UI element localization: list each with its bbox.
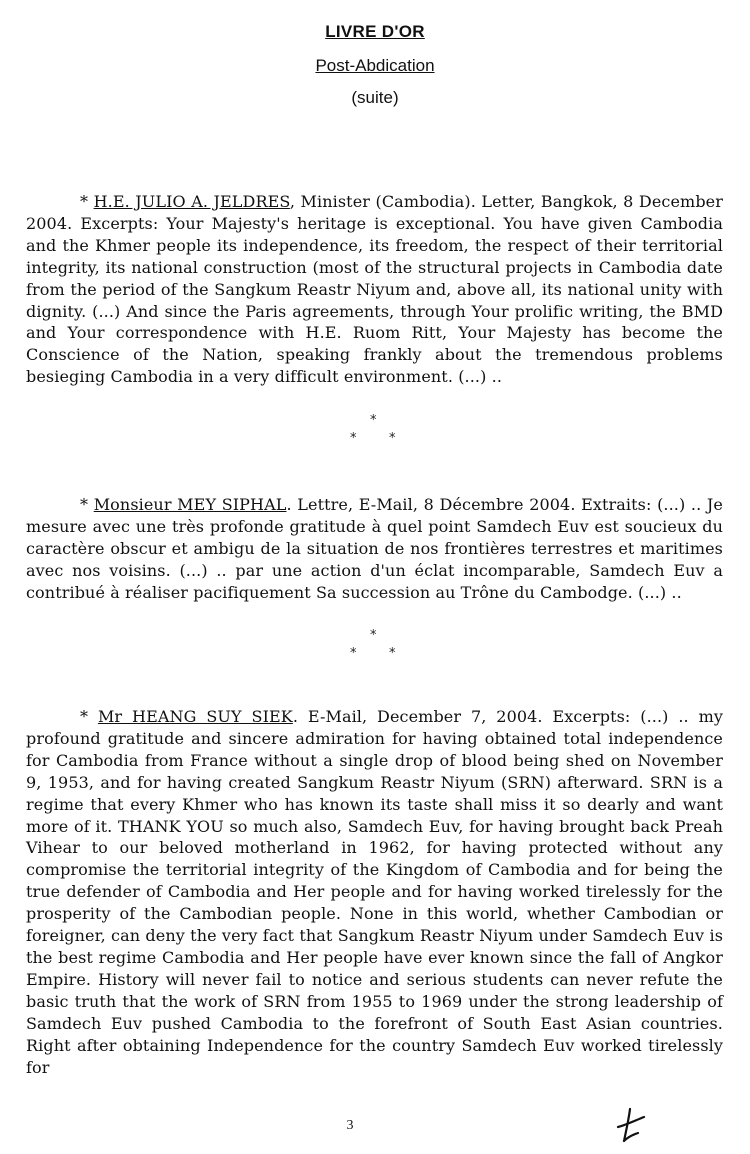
entry-text: . E-Mail, December 7, 2004. Excerpts: (...) .. my profound gratitude and sincere admiration for having obtained total independence for Cambodia from France without a single drop of blood being shed on November 9, 1953, and for having created Sangkum Reastr Niyum (SRN) afterward. SRN is a regime that every Khmer who has known its taste shall miss it so dearly and want more of it. THANK YOU so much also, Samdech Euv, for having brought back Preah Vihear to our beloved motherland in 1962, for having protected without any compromise the territorial integrity of the Kingdom of Cambodia and for being the true defender of Cambodia and Her people and for having worked tirelessly for the prosperity of the Cambodian people. None in this world, whether Cambodian or foreigner, can deny the very fact that Sangkum Reastr Niyum under Samdech Euv is the best regime Cambodia and Her people have ever known since the fall of Angkor Empire. History will never fail to notice and serious students can never refute the basic truth that the work of SRN from 1955 to 1969 under the strong leadership of Samdech Euv pushed Cambodia to the forefront of South East Asian countries. Right after obtaining Independence for the country Samdech Euv worked tirelessly for bbox=[26, 707, 723, 1077]
entry-author: Monsieur MEY SIPHAL bbox=[93, 495, 287, 514]
separator-star: * bbox=[389, 431, 396, 446]
separator-star: * bbox=[350, 431, 357, 446]
separator-star: * bbox=[350, 646, 357, 661]
entry-author: H.E. JULIO A. JELDRES bbox=[93, 192, 290, 211]
entry-text: , Minister (Cambodia). Letter, Bangkok, 8 December 2004. Excerpts: Your Majesty's heritage is exceptional. You have given Cambodia and the Khmer people its independence, its freedom, the respect of their territorial integrity, its national construction (most of the structural projects in Cambodia date from the period of the Sangkum Reastr Niyum and, above all, its national unity with dignity. (...) And since the Paris agreements, through Your prolific writing, the BMD and Your correspondence with H.E. Ruom Ritt, Your Majesty has become the Conscience of the Nation, speaking frankly about the tremendous problems besieging Cambodia in a very difficult environment. (...) .. bbox=[26, 192, 723, 387]
separator-star: * bbox=[370, 628, 377, 643]
separator-star: * bbox=[370, 413, 377, 428]
section-separator bbox=[340, 413, 410, 449]
entry-bullet: * bbox=[80, 192, 94, 211]
page-title: LIVRE D'OR bbox=[325, 22, 425, 41]
section-separator bbox=[340, 628, 410, 664]
separator-star: * bbox=[389, 646, 396, 661]
entry-text: . Lettre, E-Mail, 8 Décembre 2004. Extraits: (...) .. Je mesure avec une très profonde gratitude à quel point Samdech Euv est soucieux du caractère obscur et ambigu de la situation de nos frontières terrestres et maritimes avec nos voisins. (...) .. par une action d'un éclat incomparable, Samdech Euv a contribué à réaliser pacifiquement Sa succession au Trône du Cambodge. (...) .. bbox=[26, 495, 723, 602]
guestbook-entry-heang-suy-siek bbox=[26, 706, 723, 1078]
page-number: 3 bbox=[346, 1118, 354, 1133]
entry-bullet: * bbox=[80, 707, 98, 726]
guestbook-entry-jeldres bbox=[26, 191, 723, 388]
entry-author: Mr HEANG SUY SIEK bbox=[97, 707, 293, 726]
guestbook-entry-mey-siphal bbox=[26, 494, 723, 604]
continuation-label: (suite) bbox=[351, 88, 399, 107]
initials-signature-icon bbox=[612, 1105, 652, 1145]
page-subtitle: Post-Abdication bbox=[315, 56, 435, 75]
entry-bullet: * bbox=[80, 495, 94, 514]
